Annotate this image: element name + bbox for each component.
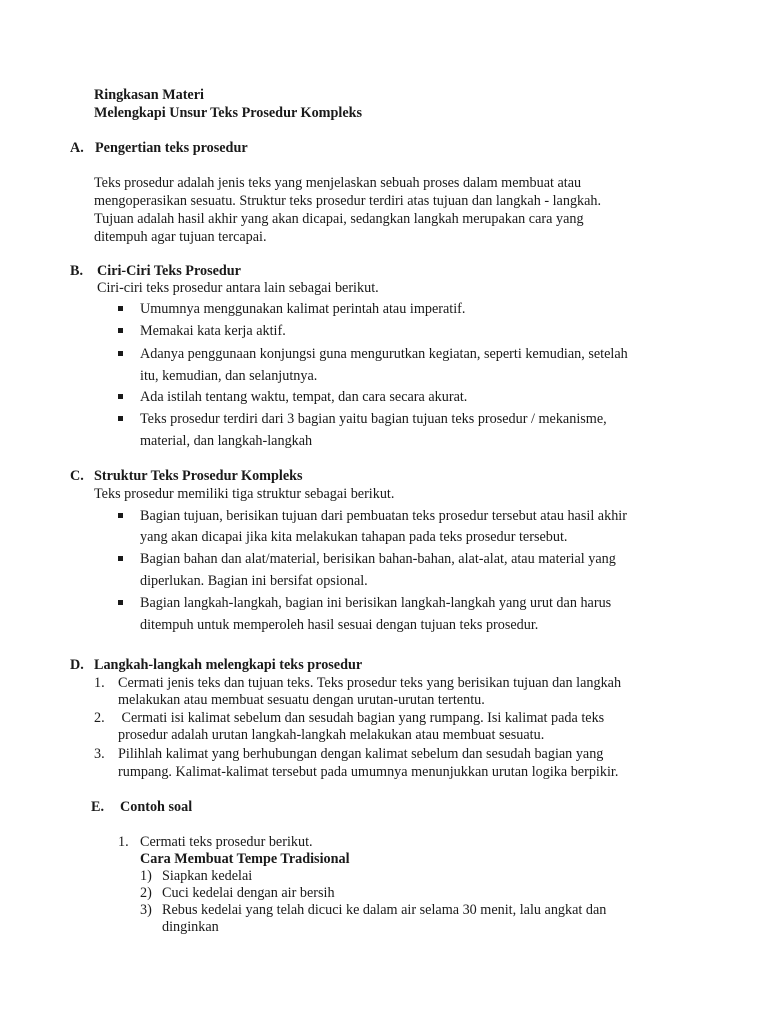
header-title: Ringkasan Materi — [94, 87, 204, 103]
section-c-title: Struktur Teks Prosedur Kompleks — [94, 468, 303, 484]
list-item: Adanya penggunaan konjungsi guna mengurutkan kegiatan, seperti kemudian, setelah — [140, 346, 628, 362]
numbered-item-number: 3. — [94, 746, 105, 762]
header-subtitle: Melengkapi Unsur Teks Prosedur Kompleks — [94, 105, 363, 121]
list-item-continuation: itu, kemudian, dan selanjutnya. — [140, 368, 318, 384]
numbered-item-line: rumpang. Kalimat-kalimat tersebut pada umumnya menunjukkan urutan logika berpikir. — [118, 764, 619, 780]
numbered-item-line: prosedur adalah urutan langkah-langkah melakukan atau membuat sesuatu. — [118, 727, 545, 743]
list-item: Ada istilah tentang waktu, tempat, dan cara secara akurat. — [140, 389, 468, 405]
numbered-item-line: Cermati isi kalimat sebelum dan sesudah bagian yang rumpang. Isi kalimat pada teks — [118, 710, 605, 726]
step-number: 1) — [140, 868, 152, 884]
step-number: 2) — [140, 885, 152, 901]
numbered-item-number: 2. — [94, 710, 105, 726]
step-text: Siapkan kedelai — [162, 868, 253, 884]
section-a-paragraph-line: mengoperasikan sesuatu. Struktur teks prosedur terdiri atas tujuan dan langkah - langkah. — [94, 193, 602, 209]
bullet-icon — [118, 416, 123, 421]
bullet-icon — [118, 513, 123, 518]
section-d-title: Langkah-langkah melengkapi teks prosedur — [94, 657, 363, 673]
recipe-title: Cara Membuat Tempe Tradisional — [140, 851, 350, 867]
section-d-label: D. — [70, 657, 84, 673]
bullet-icon — [118, 394, 123, 399]
section-b-intro: Ciri-ciri teks prosedur antara lain sebagai berikut. — [97, 280, 379, 296]
bullet-icon — [118, 306, 123, 311]
numbered-item-line: Cermati jenis teks dan tujuan teks. Teks prosedur teks yang berisikan tujuan dan langkah — [118, 675, 622, 691]
section-a-label: A. — [70, 140, 84, 156]
list-item: Bagian langkah-langkah, bagian ini berisikan langkah-langkah yang urut dan harus — [140, 595, 612, 611]
bullet-icon — [118, 351, 123, 356]
list-item-continuation: diperlukan. Bagian ini bersifat opsional. — [140, 573, 368, 589]
list-item-continuation: ditempuh untuk memperoleh hasil sesuai dengan tujuan teks prosedur. — [140, 617, 539, 633]
list-item: Umumnya menggunakan kalimat perintah atau imperatif. — [140, 301, 466, 317]
step-text: Rebus kedelai yang telah dicuci ke dalam air selama 30 menit, lalu angkat dan — [162, 902, 607, 918]
list-item: Bagian bahan dan alat/material, berisikan bahan-bahan, alat-alat, atau material yang — [140, 551, 616, 567]
bullet-icon — [118, 556, 123, 561]
section-b-title: Ciri-Ciri Teks Prosedur — [97, 263, 241, 279]
section-c-intro: Teks prosedur memiliki tiga struktur sebagai berikut. — [94, 486, 395, 502]
list-item: Memakai kata kerja aktif. — [140, 323, 286, 339]
step-text: Cuci kedelai dengan air bersih — [162, 885, 335, 901]
section-e-label: E. — [91, 799, 105, 815]
example-instruction: Cermati teks prosedur berikut. — [140, 834, 313, 850]
list-item: Bagian tujuan, berisikan tujuan dari pembuatan teks prosedur tersebut atau hasil akhir — [140, 508, 627, 524]
bullet-icon — [118, 328, 123, 333]
section-e-title: Contoh soal — [120, 799, 193, 815]
list-item-continuation: material, dan langkah-langkah — [140, 433, 313, 449]
section-a-paragraph-line: Tujuan adalah hasil akhir yang akan dicapai, sedangkan langkah merupakan cara yang — [94, 211, 584, 227]
section-a-paragraph-line: Teks prosedur adalah jenis teks yang menjelaskan sebuah proses dalam membuat atau — [94, 175, 582, 191]
step-number: 3) — [140, 902, 152, 918]
list-item-continuation: yang akan dicapai jika kita melakukan tahapan pada teks prosedur tersebut. — [140, 529, 568, 545]
section-c-label: C. — [70, 468, 84, 484]
step-text-continuation: dinginkan — [162, 919, 219, 935]
section-b-label: B. — [70, 263, 84, 279]
example-number: 1. — [118, 834, 129, 850]
numbered-item-line: Pilihlah kalimat yang berhubungan dengan kalimat sebelum dan sesudah bagian yang — [118, 746, 604, 762]
numbered-item-line: melakukan atau membuat sesuatu dengan urutan-urutan tertentu. — [118, 692, 485, 708]
list-item: Teks prosedur terdiri dari 3 bagian yaitu bagian tujuan teks prosedur / mekanisme, — [140, 411, 607, 427]
bullet-icon — [118, 600, 123, 605]
section-a-paragraph-line: ditempuh agar tujuan tercapai. — [94, 229, 267, 245]
numbered-item-number: 1. — [94, 675, 105, 691]
section-a-title: Pengertian teks prosedur — [95, 140, 248, 156]
